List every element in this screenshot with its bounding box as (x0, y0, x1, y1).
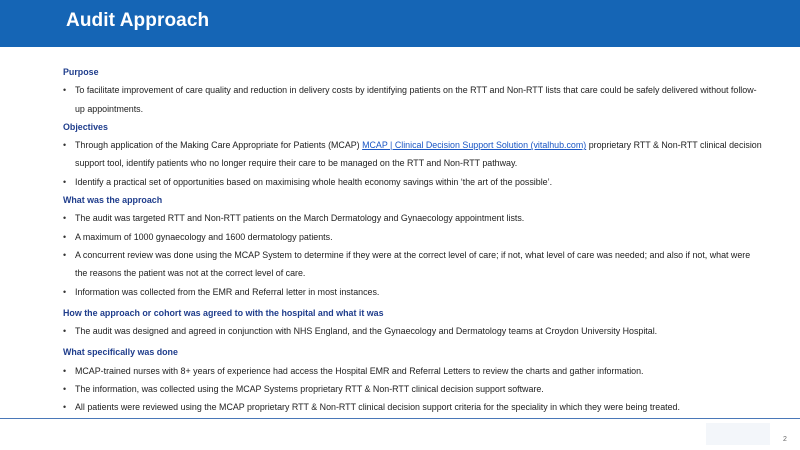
section-heading-purpose: Purpose (63, 67, 99, 77)
objective-text-start: Through application of the Making Care Appropriate for Patients (MCAP) (75, 140, 363, 151)
section-heading-done: What specifically was done (63, 347, 178, 358)
agreed-list (63, 322, 763, 340)
list-item: • Information was collected from the EMR and Referral letter in most instances. (63, 283, 763, 301)
done-list (63, 362, 763, 417)
list-item: • The audit was designed and agreed in conjunction with NHS England, and the Gynaecology and Dermatology teams at Croydon University Hospital. (63, 322, 763, 340)
list-item: • A maximum of 1000 gynaecology and 1600 dermatology patients. (63, 228, 763, 246)
section-heading-objectives: Objectives (63, 121, 108, 132)
approach-list (63, 209, 763, 300)
page-number: 2 (783, 436, 787, 443)
objective-text-end: proprietary RTT & Non-RTT clinical decision support tool, identify patients who no longer require their care to be managed on the RTT and Non-RTT pathway. (75, 140, 762, 169)
objectives-list (63, 136, 763, 191)
list-item: • To facilitate improvement of care quality and reduction in delivery costs by identifying patients on the RTT and Non-RTT lists that care could be safely delivered without follow-up appointments. (63, 81, 763, 118)
list-item: • The information, was collected using the MCAP Systems proprietary RTT & Non-RTT clinical decision support software. (63, 380, 763, 398)
purpose-list (63, 81, 763, 118)
list-item: • MCAP-trained nurses with 8+ years of experience had access the Hospital EMR and Referral Letters to review the charts and gather information. (63, 362, 763, 380)
section-heading-approach: What was the approach (63, 195, 163, 206)
slide-header (0, 0, 800, 47)
section-heading-agreed: How the approach or cohort was agreed to with the hospital and what it was (63, 307, 384, 318)
slide-title: Audit Approach (66, 10, 210, 31)
mcap-link[interactable]: MCAP | Clinical Decision Support Solution (vitalhub.com) (362, 140, 587, 151)
slide-content (63, 63, 763, 417)
list-item: • All patients were reviewed using the MCAP proprietary RTT & Non-RTT clinical decision support criteria for the speciality in which they were being treated. (63, 398, 763, 416)
list-item (63, 136, 763, 173)
list-item: • A concurrent review was done using the MCAP System to determine if they were at the correct level of care; if not, what level of care was needed; and also if not, what were the reasons the patient was not at the correct level of care. (63, 246, 763, 283)
footer-box (706, 423, 770, 445)
list-item: • The audit was targeted RTT and Non-RTT patients on the March Dermatology and Gynaecology appointment lists. (63, 209, 763, 227)
list-item: • Identify a practical set of opportunities based on maximising whole health economy savings within ‘the art of the possible’. (63, 173, 763, 191)
footer-divider (0, 418, 800, 419)
